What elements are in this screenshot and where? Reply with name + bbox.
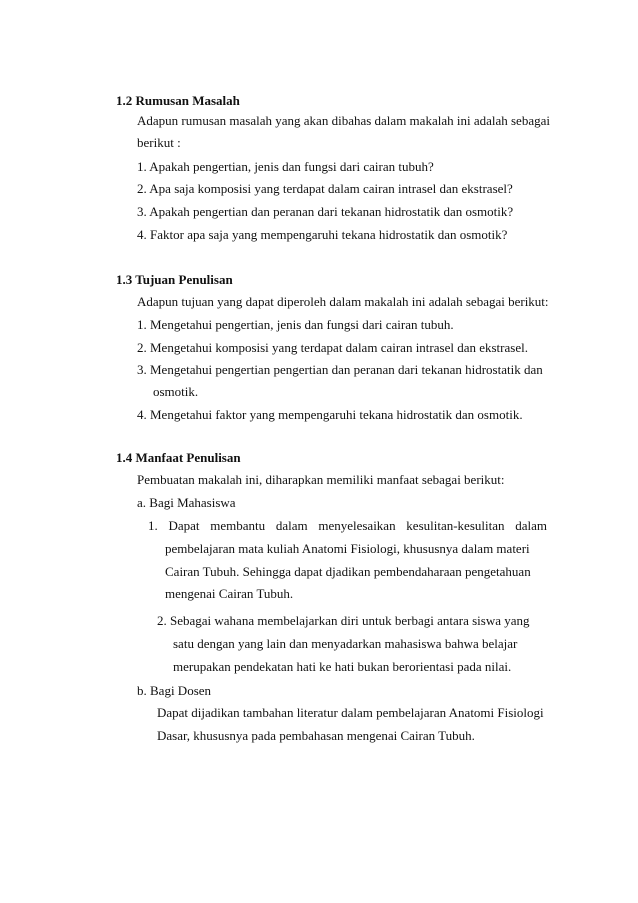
manfaat-b-label: b. Bagi Dosen (137, 683, 212, 698)
word: Dapat (168, 518, 200, 533)
word: 1. (148, 518, 158, 533)
rumusan-item-1: 1. Apakah pengertian, jenis dan fungsi dari cairan tubuh? (137, 159, 434, 174)
tujuan-item-4: 4. Mengetahui faktor yang mempengaruhi tekana hidrostatik dan osmotik. (137, 407, 523, 422)
manfaat-a2-line1: 2. Sebagai wahana membelajarkan diri untuk berbagi antara siswa yang (157, 613, 530, 628)
tujuan-intro: Adapun tujuan yang dapat diperoleh dalam makalah ini adalah sebagai berikut: (137, 294, 549, 309)
rumusan-intro-line2: berikut : (137, 135, 181, 150)
word: membantu (210, 518, 266, 533)
manfaat-a-label: a. Bagi Mahasiswa (137, 495, 236, 510)
manfaat-a2-line3: merupakan pendekatan hati ke hati bukan berorientasi pada nilai. (173, 659, 512, 674)
manfaat-a2-line2: satu dengan yang lain dan menyadarkan mahasiswa bahwa belajar (173, 636, 518, 651)
manfaat-a1-line4: mengenai Cairan Tubuh. (165, 586, 294, 601)
word: dalam (275, 518, 308, 533)
rumusan-intro-text: Adapun rumusan masalah yang akan dibahas dalam makalah ini adalah sebagai (137, 113, 550, 128)
word: dalam (515, 518, 547, 533)
manfaat-intro: Pembuatan makalah ini, diharapkan memiliki manfaat sebagai berikut: (137, 472, 505, 487)
word: menyelesaikan (318, 518, 396, 533)
tujuan-item-3-continued: osmotik. (153, 384, 199, 399)
section-heading-tujuan-penulisan: 1.3 Tujuan Penulisan (116, 272, 233, 287)
section-heading-manfaat-penulisan: 1.4 Manfaat Penulisan (116, 450, 241, 465)
rumusan-item-2: 2. Apa saja komposisi yang terdapat dalam cairan intrasel dan ekstrasel? (137, 181, 513, 196)
manfaat-a1-line1 (148, 518, 547, 534)
rumusan-intro-line1 (137, 113, 550, 129)
tujuan-item-3: 3. Mengetahui pengertian pengertian dan peranan dari tekanan hidrostatik dan (137, 362, 543, 377)
word: kesulitan-kesulitan (406, 518, 505, 533)
manfaat-a1-line2: pembelajaran mata kuliah Anatomi Fisiologi, khususnya dalam materi (165, 541, 530, 556)
tujuan-item-2: 2. Mengetahui komposisi yang terdapat dalam cairan intrasel dan ekstrasel. (137, 340, 528, 355)
manfaat-a1-line3: Cairan Tubuh. Sehingga dapat djadikan pembendaharaan pengetahuan (165, 564, 531, 579)
manfaat-b-line2: Dasar, khususnya pada pembahasan mengenai Cairan Tubuh. (157, 728, 475, 743)
section-heading-rumusan-masalah: 1.2 Rumusan Masalah (116, 93, 240, 108)
tujuan-item-1: 1. Mengetahui pengertian, jenis dan fungsi dari cairan tubuh. (137, 317, 454, 332)
manfaat-b-line1: Dapat dijadikan tambahan literatur dalam pembelajaran Anatomi Fisiologi (157, 705, 544, 720)
rumusan-item-3: 3. Apakah pengertian dan peranan dari tekanan hidrostatik dan osmotik? (137, 204, 514, 219)
rumusan-item-4: 4. Faktor apa saja yang mempengaruhi tekana hidrostatik dan osmotik? (137, 227, 508, 242)
